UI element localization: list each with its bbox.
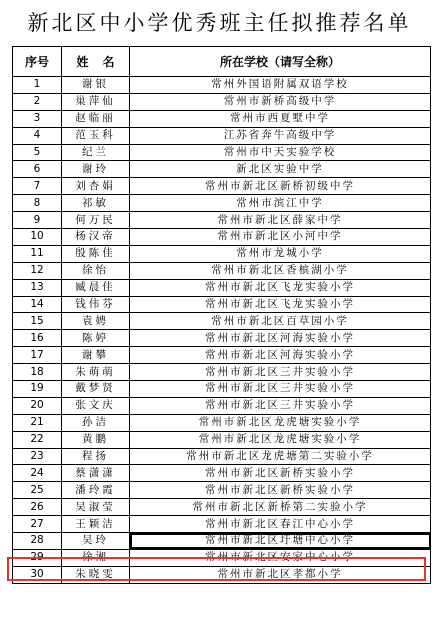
table-row — [13, 499, 431, 516]
cell-school[interactable]: 常州外国语附属双语学校 — [130, 77, 431, 94]
document-title: 新北区中小学优秀班主任拟推荐名单 — [27, 11, 412, 35]
cell-school[interactable]: 常州市新北区飞龙实验小学 — [130, 296, 431, 313]
cell-school[interactable]: 常州市新北区新桥实验小学 — [130, 465, 431, 482]
table-row — [13, 482, 431, 499]
cell-school[interactable]: 常州市新北区薛家中学 — [130, 212, 431, 229]
table-row — [13, 313, 431, 330]
cell-name[interactable]: 杨汉帝 — [62, 229, 130, 246]
cell-school[interactable]: 常州市西夏墅中学 — [130, 110, 431, 127]
cell-school[interactable]: 常州市新北区孝都小学 — [130, 566, 431, 583]
cell-index[interactable]: 11 — [13, 245, 62, 262]
header-school[interactable]: 所在学校（请写全称） — [130, 47, 431, 77]
cell-name[interactable]: 巢萍仙 — [62, 93, 130, 110]
cell-school[interactable]: 常州市新北区香槟湖小学 — [130, 262, 431, 279]
cell-name[interactable]: 谢攀 — [62, 347, 130, 364]
cell-school[interactable]: 常州市新北区小河中学 — [130, 229, 431, 246]
table-row — [13, 110, 431, 127]
cell-school[interactable]: 常州市新北区百草园小学 — [130, 313, 431, 330]
cell-name[interactable]: 朱萌萌 — [62, 364, 130, 381]
cell-index[interactable]: 6 — [13, 161, 62, 178]
cell-school[interactable]: 常州市新北区三井实验小学 — [130, 364, 431, 381]
cell-name[interactable]: 赵临丽 — [62, 110, 130, 127]
cell-school[interactable]: 常州市新北区新桥实验小学 — [130, 482, 431, 499]
table-row — [13, 229, 431, 246]
cell-index[interactable]: 15 — [13, 313, 62, 330]
cell-name[interactable]: 纪兰 — [62, 144, 130, 161]
cell-name[interactable]: 程扬 — [62, 448, 130, 465]
table-row — [13, 397, 431, 414]
cell-index[interactable]: 12 — [13, 262, 62, 279]
cell-name[interactable]: 戴梦贤 — [62, 381, 130, 398]
cell-name[interactable]: 朱晓雯 — [62, 566, 130, 583]
table-row — [13, 330, 431, 347]
table-row — [13, 144, 431, 161]
cell-index[interactable]: 14 — [13, 296, 62, 313]
table-row — [13, 448, 431, 465]
cell-index[interactable]: 5 — [13, 144, 62, 161]
cell-school[interactable]: 常州市新北区新桥第二实验小学 — [130, 499, 431, 516]
cell-name[interactable]: 袁娉 — [62, 313, 130, 330]
cell-school[interactable]: 常州市新北区安家中心小学 — [130, 549, 431, 566]
table-row — [13, 161, 431, 178]
cell-index[interactable]: 16 — [13, 330, 62, 347]
cell-index[interactable]: 27 — [13, 516, 62, 533]
table-row — [13, 431, 431, 448]
cell-name[interactable]: 黄鹏 — [62, 431, 130, 448]
cell-index[interactable]: 7 — [13, 178, 62, 195]
table-row — [13, 212, 431, 229]
cell-school[interactable]: 常州市新桥高级中学 — [130, 93, 431, 110]
cell-name[interactable]: 祁敏 — [62, 195, 130, 212]
cell-name[interactable]: 王颖洁 — [62, 516, 130, 533]
cell-index[interactable]: 30 — [13, 566, 62, 583]
cell-name[interactable]: 范玉科 — [62, 127, 130, 144]
cell-school[interactable]: 常州市新北区河海实验小学 — [130, 330, 431, 347]
table-row — [13, 516, 431, 533]
table-row — [13, 549, 431, 566]
cell-index[interactable]: 4 — [13, 127, 62, 144]
cell-name[interactable]: 潘玲霞 — [62, 482, 130, 499]
cell-index[interactable]: 18 — [13, 364, 62, 381]
cell-name[interactable]: 刘杏娟 — [62, 178, 130, 195]
table-row — [13, 245, 431, 262]
cell-index[interactable]: 21 — [13, 414, 62, 431]
cell-name[interactable]: 张文庆 — [62, 397, 130, 414]
cell-index[interactable]: 22 — [13, 431, 62, 448]
cell-school[interactable]: 新北区实验中学 — [130, 161, 431, 178]
table-row — [13, 77, 431, 94]
cell-school[interactable]: 常州市新北区三井实验小学 — [130, 397, 431, 414]
cell-school[interactable]: 常州市滨江中学 — [130, 195, 431, 212]
cell-school[interactable]: 常州市新北区龙虎塘第二实验小学 — [130, 448, 431, 465]
cell-index[interactable]: 1 — [13, 77, 62, 94]
cell-index[interactable]: 26 — [13, 499, 62, 516]
recommendation-table — [12, 46, 431, 584]
cell-name[interactable]: 徐湘 — [62, 549, 130, 566]
cell-index[interactable]: 3 — [13, 110, 62, 127]
cell-index[interactable]: 28 — [13, 533, 62, 550]
cell-name[interactable]: 孙洁 — [62, 414, 130, 431]
cell-name[interactable]: 臧晨佳 — [62, 279, 130, 296]
cell-name[interactable]: 殷陈佳 — [62, 245, 130, 262]
cell-name[interactable]: 吴淑莹 — [62, 499, 130, 516]
table-row — [13, 195, 431, 212]
cell-index[interactable]: 9 — [13, 212, 62, 229]
cell-index[interactable]: 25 — [13, 482, 62, 499]
table-row — [13, 381, 431, 398]
cell-name[interactable]: 蔡潇潇 — [62, 465, 130, 482]
cell-school[interactable]: 常州市新北区飞龙实验小学 — [130, 279, 431, 296]
cell-index[interactable]: 2 — [13, 93, 62, 110]
table-row — [13, 347, 431, 364]
cell-name[interactable]: 吴玲 — [62, 533, 130, 550]
cell-index[interactable]: 13 — [13, 279, 62, 296]
cell-school[interactable]: 常州市新北区龙虎塘实验小学 — [130, 431, 431, 448]
table-row — [13, 178, 431, 195]
cell-school[interactable]: 常州市新北区春江中心小学 — [130, 516, 431, 533]
cell-index[interactable]: 8 — [13, 195, 62, 212]
table-row — [13, 262, 431, 279]
cell-school[interactable]: 常州市新北区三井实验小学 — [130, 381, 431, 398]
cell-index[interactable]: 17 — [13, 347, 62, 364]
cell-index[interactable]: 20 — [13, 397, 62, 414]
cell-name[interactable]: 谢银 — [62, 77, 130, 94]
cell-name[interactable]: 徐怡 — [62, 262, 130, 279]
table-row — [13, 127, 431, 144]
cell-school[interactable]: 江苏省奔牛高级中学 — [130, 127, 431, 144]
cell-school[interactable]: 常州市新北区新桥初级中学 — [130, 178, 431, 195]
header-index[interactable]: 序号 — [13, 47, 62, 77]
table-row — [13, 566, 431, 583]
cell-index[interactable]: 19 — [13, 381, 62, 398]
cell-school[interactable]: 常州市新北区龙虎塘实验小学 — [130, 414, 431, 431]
cell-school[interactable]: 常州市龙城小学 — [130, 245, 431, 262]
cell-school[interactable]: 常州市新北区圩塘中心小学 — [130, 533, 431, 550]
header-name[interactable]: 姓名 — [62, 47, 130, 77]
table-row — [13, 364, 431, 381]
table-row — [13, 296, 431, 313]
cell-name[interactable]: 谢玲 — [62, 161, 130, 178]
cell-index[interactable]: 29 — [13, 549, 62, 566]
cell-name[interactable]: 陈婷 — [62, 330, 130, 347]
cell-index[interactable]: 23 — [13, 448, 62, 465]
cell-school[interactable]: 常州市中天实验学校 — [130, 144, 431, 161]
cell-index[interactable]: 10 — [13, 229, 62, 246]
table-row — [13, 533, 431, 550]
cell-school[interactable]: 常州市新北区河海实验小学 — [130, 347, 431, 364]
cell-name[interactable]: 何万民 — [62, 212, 130, 229]
table-row — [13, 465, 431, 482]
cell-index[interactable]: 24 — [13, 465, 62, 482]
table-header-row — [13, 47, 431, 77]
cell-name[interactable]: 钱伟芬 — [62, 296, 130, 313]
table-row — [13, 93, 431, 110]
table-row — [13, 414, 431, 431]
table-row — [13, 279, 431, 296]
